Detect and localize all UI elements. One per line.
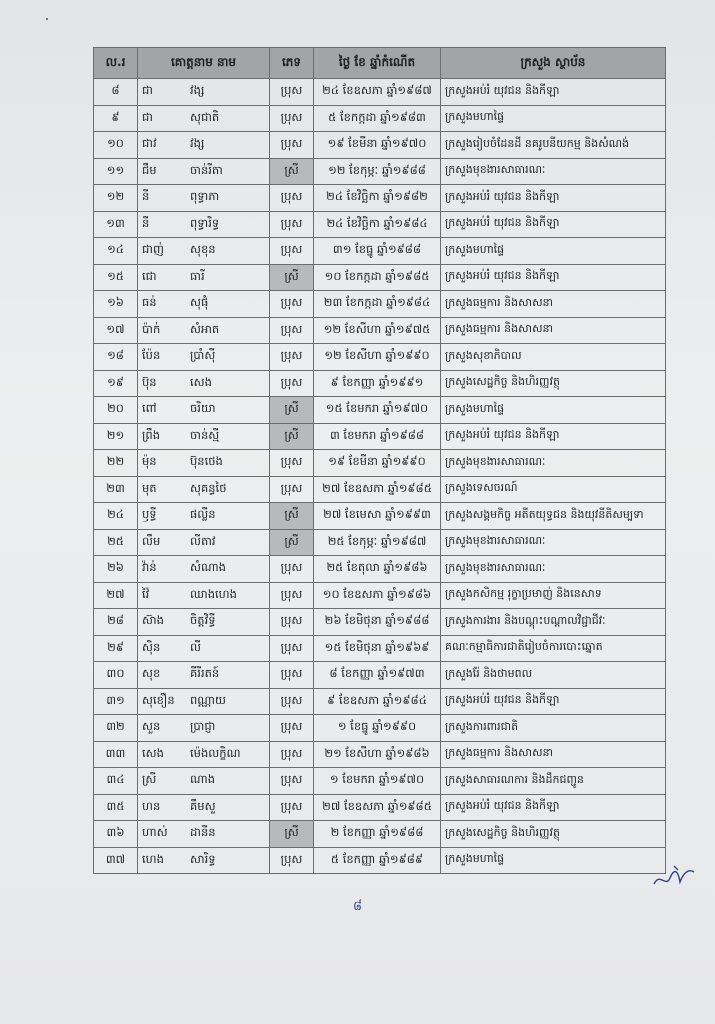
family-name: ប៊ុន <box>142 374 157 389</box>
row-ministry: ក្រសួងសេដ្ឋកិច្ច និងហិរញ្ញវត្ថុ <box>441 821 666 848</box>
row-ministry: គណៈកម្មាធិការជាតិរៀបចំការបោះឆ្នោត <box>441 635 666 662</box>
row-ministry: ក្រសួងសេដ្ឋកិច្ច និងហិរញ្ញវត្ថុ <box>441 370 666 397</box>
row-dob: ១ ខែមករា ឆ្នាំ១៩៧០ <box>314 768 441 795</box>
family-name: សួន <box>142 719 161 734</box>
table-row <box>94 79 666 106</box>
row-dob: ២៤ ខែវិច្ឆិកា ឆ្នាំ១៩៨២ <box>314 185 441 212</box>
table-row <box>94 211 666 238</box>
family-name: នី <box>142 215 150 230</box>
row-sex: ប្រុស <box>270 635 314 662</box>
row-ministry: ក្រសួងអប់រំ យុវជន និងកីឡា <box>441 79 666 106</box>
row-dob: ៣ ខែមករា ឆ្នាំ១៩៨៨ <box>314 423 441 450</box>
family-name: វ៉ាន់ <box>142 560 157 575</box>
row-dob: ២៣ ខែកក្កដា ឆ្នាំ១៩៨៤ <box>314 291 441 318</box>
given-name: ពុទ្ធារិទ្ធ <box>190 215 220 230</box>
row-ministry: ក្រសួងសង្គមកិច្ច អតីតយុទ្ធជន និងយុវនីតិសម្បទា <box>441 503 666 530</box>
row-number: ១០ <box>94 132 138 159</box>
row-sex: ប្រុស <box>270 238 314 265</box>
row-sex: ប្រុស <box>270 105 314 132</box>
table-row <box>94 264 666 291</box>
table-row <box>94 821 666 848</box>
row-name <box>138 344 270 371</box>
row-number: ៣៦ <box>94 821 138 848</box>
row-name <box>138 688 270 715</box>
table-row <box>94 503 666 530</box>
family-name: ជាញ់ <box>142 242 164 257</box>
table-row <box>94 688 666 715</box>
given-name: លីតាវ <box>190 533 216 548</box>
row-dob: ១៩ ខែមីនា ឆ្នាំ១៩៧០ <box>314 132 441 159</box>
row-name <box>138 397 270 424</box>
row-dob: ១២ ខែសីហា ឆ្នាំ១៩៧៥ <box>314 317 441 344</box>
row-ministry: ក្រសួងមហាផ្ទៃ <box>441 847 666 874</box>
row-ministry: ក្រសួងមហាផ្ទៃ <box>441 105 666 132</box>
row-dob: ២៤ ខែឧសភា ឆ្នាំ១៩៨៧ <box>314 79 441 106</box>
table-header-row <box>94 48 666 79</box>
row-name <box>138 370 270 397</box>
table-row <box>94 476 666 503</box>
row-name <box>138 582 270 609</box>
family-name: ឫទ្ធី <box>142 507 157 522</box>
given-name: គីរីរតន៍ <box>190 666 220 681</box>
row-dob: ២៧ ខែមេសា ឆ្នាំ១៩៩៣ <box>314 503 441 530</box>
row-ministry: ក្រសួងអប់រំ យុវជន និងកីឡា <box>441 211 666 238</box>
table-row <box>94 635 666 662</box>
row-ministry: ក្រសួងអប់រំ យុវជន និងកីឡា <box>441 688 666 715</box>
row-dob: ២៤ ខែវិច្ឆិកា ឆ្នាំ១៩៨៤ <box>314 211 441 238</box>
given-name: ចិត្តវិទ្ធី <box>190 613 216 628</box>
row-ministry: ក្រសួងមុខងារសាធារណៈ <box>441 556 666 583</box>
row-ministry: ក្រសួងអប់រំ យុវជន និងកីឡា <box>441 794 666 821</box>
row-name <box>138 185 270 212</box>
row-number: ២៨ <box>94 609 138 636</box>
family-name: ជា <box>142 83 153 98</box>
table-row <box>94 370 666 397</box>
family-name: ជឹម <box>142 162 157 177</box>
table-row <box>94 105 666 132</box>
row-number: ៣៧ <box>94 847 138 874</box>
family-name: ប៉ាក់ <box>142 321 161 336</box>
given-name: ធារី <box>190 268 205 283</box>
row-sex: ស្រី <box>270 503 314 530</box>
row-name <box>138 529 270 556</box>
row-dob: ២៧ ខែឧសភា ឆ្នាំ១៩៨៥ <box>314 476 441 503</box>
row-number: ៣៣ <box>94 741 138 768</box>
table-row <box>94 291 666 318</box>
table-row <box>94 344 666 371</box>
row-ministry: ក្រសួងមុខងារសាធារណៈ <box>441 158 666 185</box>
signature-mark <box>650 862 700 892</box>
given-name: វង្ស <box>190 136 205 151</box>
header-sex: ភេទ <box>270 48 314 79</box>
row-number: ២៩ <box>94 635 138 662</box>
table-row <box>94 450 666 477</box>
row-number: ៣៥ <box>94 794 138 821</box>
row-dob: ២៧ ខែឧសភា ឆ្នាំ១៩៨៥ <box>314 794 441 821</box>
row-name <box>138 768 270 795</box>
given-name: សុផុំ <box>190 295 209 310</box>
given-name: សារិទ្ធ <box>190 851 216 866</box>
row-sex: ប្រុស <box>270 688 314 715</box>
row-ministry: ក្រសួងសុខាភិបាល <box>441 344 666 371</box>
row-ministry: ក្រសួងធម្មការ និងសាសនា <box>441 741 666 768</box>
header-ministry: ក្រសួង ស្ថាប័ន <box>441 48 666 79</box>
family-name: វ៉ៃ <box>142 586 150 601</box>
row-number: ១៨ <box>94 344 138 371</box>
row-sex: ប្រុស <box>270 344 314 371</box>
row-name <box>138 423 270 450</box>
row-number: ២៧ <box>94 582 138 609</box>
row-dob: ១២ ខែសីហា ឆ្នាំ១៩៩០ <box>314 344 441 371</box>
table-row <box>94 132 666 159</box>
family-name: មុត <box>142 480 157 495</box>
family-name: ហន <box>142 798 161 813</box>
row-number: ២០ <box>94 397 138 424</box>
row-sex: ប្រុស <box>270 132 314 159</box>
given-name: សេង <box>190 374 212 389</box>
row-sex: ប្រុស <box>270 847 314 874</box>
row-dob: ២៥ ខែតុលា ឆ្នាំ១៩៨៦ <box>314 556 441 583</box>
row-sex: ប្រុស <box>270 211 314 238</box>
given-name: សំអាត <box>190 321 220 336</box>
row-sex: ប្រុស <box>270 185 314 212</box>
given-name: សុខុន <box>190 242 216 257</box>
table-row <box>94 397 666 424</box>
row-name <box>138 556 270 583</box>
row-ministry: ក្រសួងការពារជាតិ <box>441 715 666 742</box>
header-dob: ថ្ងៃ ខែ ឆ្នាំកំណើត <box>314 48 441 79</box>
given-name: ពណ្ណាយ <box>190 692 226 707</box>
given-name: ប្រាជ្ញា <box>190 719 216 734</box>
table-row <box>94 768 666 795</box>
row-name <box>138 450 270 477</box>
given-name: សំណាង <box>190 560 226 575</box>
row-number: ១៣ <box>94 211 138 238</box>
given-name: ណាង <box>190 772 215 787</box>
row-number: ១៥ <box>94 264 138 291</box>
table-row <box>94 238 666 265</box>
row-ministry: ក្រសួងមុខងារសាធារណៈ <box>441 450 666 477</box>
row-number: ២៣ <box>94 476 138 503</box>
row-dob: ៥ ខែកញ្ញា ឆ្នាំ១៩៨៩ <box>314 847 441 874</box>
row-name <box>138 847 270 874</box>
row-number: ១២ <box>94 185 138 212</box>
row-name <box>138 662 270 689</box>
row-sex: ប្រុស <box>270 741 314 768</box>
row-dob: ១ ខែធ្នូ ឆ្នាំ១៩៩០ <box>314 715 441 742</box>
row-sex: ស្រី <box>270 821 314 848</box>
row-sex: ប្រុស <box>270 370 314 397</box>
row-ministry: ក្រសួងទេសចរណ៍ <box>441 476 666 503</box>
table-row <box>94 317 666 344</box>
table-row <box>94 609 666 636</box>
family-name: សុខ <box>142 666 161 681</box>
family-name: ស៊ាង <box>142 613 164 628</box>
row-number: ៣៤ <box>94 768 138 795</box>
given-name: គឹមសួ <box>190 798 216 813</box>
row-name <box>138 132 270 159</box>
row-dob: ៨ ខែកញ្ញា ឆ្នាំ១៩៧៣ <box>314 662 441 689</box>
row-sex: ស្រី <box>270 529 314 556</box>
row-sex: ប្រុស <box>270 291 314 318</box>
row-number: ២៤ <box>94 503 138 530</box>
table-row <box>94 185 666 212</box>
row-number: ៣០ <box>94 662 138 689</box>
row-ministry: ក្រសួងសាធារណការ និងដឹកជញ្ជូន <box>441 768 666 795</box>
row-name <box>138 158 270 185</box>
family-name: សេង <box>142 745 164 760</box>
row-ministry: ក្រសួងអប់រំ យុវជន និងកីឡា <box>441 185 666 212</box>
row-number: ៩ <box>94 105 138 132</box>
given-name: សុគន្ធថៃ <box>190 480 227 495</box>
row-dob: ១០ ខែឧសភា ឆ្នាំ១៩៨៦ <box>314 582 441 609</box>
row-number: ១១ <box>94 158 138 185</box>
row-name <box>138 317 270 344</box>
row-sex: ប្រុស <box>270 609 314 636</box>
row-ministry: ក្រសួងកសិកម្ម រុក្ខាប្រមាញ់ និងនេសាទ <box>441 582 666 609</box>
family-name: នី <box>142 189 150 204</box>
row-dob: ៣១ ខែធ្នូ ឆ្នាំ១៩៨៨ <box>314 238 441 265</box>
table-row <box>94 662 666 689</box>
row-sex: ប្រុស <box>270 768 314 795</box>
row-sex: ប្រុស <box>270 450 314 477</box>
row-dob: ២៥ ខែកុម្ភៈ ឆ្នាំ១៩៨៧ <box>314 529 441 556</box>
family-name: ស្រី <box>142 772 157 787</box>
table-row <box>94 715 666 742</box>
given-name: ពុទ្ធាភា <box>190 189 220 204</box>
family-name: ជោ <box>142 268 157 283</box>
row-dob: ១២ ខែកុម្ភៈ ឆ្នាំ១៩៨៨ <box>314 158 441 185</box>
table-row <box>94 529 666 556</box>
given-name: សុជាតិ <box>190 109 220 124</box>
row-number: ២៥ <box>94 529 138 556</box>
table-row <box>94 582 666 609</box>
row-name <box>138 503 270 530</box>
row-sex: ប្រុស <box>270 715 314 742</box>
table-row <box>94 556 666 583</box>
family-name: ជាវ <box>142 136 157 151</box>
row-sex: ស្រី <box>270 397 314 424</box>
family-name: ប៉ែន <box>142 348 161 363</box>
row-number: ២១ <box>94 423 138 450</box>
given-name: ចាន់រីតា <box>190 162 223 177</box>
row-dob: ៩ ខែកញ្ញា ឆ្នាំ១៩៩១ <box>314 370 441 397</box>
row-name <box>138 264 270 291</box>
row-number: ១៩ <box>94 370 138 397</box>
row-ministry: ក្រសួងមហាផ្ទៃ <box>441 238 666 265</box>
row-sex: ស្រី <box>270 423 314 450</box>
row-number: ២៦ <box>94 556 138 583</box>
row-number: ២២ <box>94 450 138 477</box>
row-dob: ២១ ខែសីហា ឆ្នាំ១៩៨៦ <box>314 741 441 768</box>
row-ministry: ក្រសួងការងារ និងបណ្តុះបណ្តាលវិជ្ជាជីវៈ <box>441 609 666 636</box>
row-sex: ប្រុស <box>270 556 314 583</box>
table-row <box>94 847 666 874</box>
family-name: ម៉ុន <box>142 454 157 469</box>
given-name: ឈាងហេង <box>190 586 237 601</box>
row-number: ១៤ <box>94 238 138 265</box>
row-sex: ប្រុស <box>270 582 314 609</box>
row-dob: ២៦ ខែមិថុនា ឆ្នាំ១៩៨៨ <box>314 609 441 636</box>
row-ministry: ក្រសួងអប់រំ យុវជន និងកីឡា <box>441 264 666 291</box>
row-sex: ប្រុស <box>270 476 314 503</box>
row-sex: ស្រី <box>270 158 314 185</box>
row-dob: ១៥ ខែមិថុនា ឆ្នាំ១៩៦៩ <box>314 635 441 662</box>
row-name <box>138 635 270 662</box>
row-ministry: ក្រសួងមហាផ្ទៃ <box>441 397 666 424</box>
table-row <box>94 158 666 185</box>
row-ministry: ក្រសួងមុខងារសាធារណៈ <box>441 529 666 556</box>
row-name <box>138 609 270 636</box>
table-row <box>94 423 666 450</box>
family-name: ជា <box>142 109 153 124</box>
row-ministry: ក្រសួងរៀបចំដែនដី នគរូបនីយកម្ម និងសំណង់ <box>441 132 666 159</box>
family-name: លឹម <box>142 533 161 548</box>
row-dob: ៥ ខែកក្កដា ឆ្នាំ១៩៨៣ <box>314 105 441 132</box>
row-name <box>138 476 270 503</box>
family-name: ធន់ <box>142 295 157 310</box>
row-name <box>138 238 270 265</box>
given-name: ចាន់ស្មី <box>190 427 220 442</box>
row-name <box>138 715 270 742</box>
row-name <box>138 821 270 848</box>
row-dob: ៩ ខែឧសភា ឆ្នាំ១៩៨៤ <box>314 688 441 715</box>
row-sex: ប្រុស <box>270 79 314 106</box>
row-name <box>138 211 270 238</box>
family-name: ហេង <box>142 851 164 866</box>
row-ministry: ក្រសួងអប់រំ យុវជន និងកីឡា <box>441 423 666 450</box>
row-ministry: ក្រសួងរ៉ែ និងថាមពល <box>441 662 666 689</box>
row-number: ១៦ <box>94 291 138 318</box>
given-name: វង្ស <box>190 83 205 98</box>
row-ministry: ក្រសួងធម្មការ និងសាសនា <box>441 317 666 344</box>
given-name: លី <box>190 639 201 654</box>
row-number: ៣២ <box>94 715 138 742</box>
header-name: គោត្តនាម នាម <box>138 48 270 79</box>
row-sex: ស្រី <box>270 264 314 291</box>
row-name <box>138 79 270 106</box>
row-ministry: ក្រសួងធម្មការ និងសាសនា <box>441 291 666 318</box>
row-name <box>138 105 270 132</box>
row-dob: ១០ ខែកក្កដា ឆ្នាំ១៩៨៥ <box>314 264 441 291</box>
given-name: ដានីន <box>190 825 216 840</box>
row-dob: ១៥ ខែមករា ឆ្នាំ១៩៧០ <box>314 397 441 424</box>
row-dob: ១៩ ខែមីនា ឆ្នាំ១៩៩០ <box>314 450 441 477</box>
row-sex: ប្រុស <box>270 662 314 689</box>
personnel-table <box>93 47 666 874</box>
family-name: ស៊ិន <box>142 639 161 654</box>
family-name: ហាស់ <box>142 825 168 840</box>
row-number: ៣១ <box>94 688 138 715</box>
table-row <box>94 741 666 768</box>
row-sex: ប្រុស <box>270 317 314 344</box>
row-name <box>138 741 270 768</box>
given-name: ផល្លីន <box>190 507 216 522</box>
row-dob: ២ ខែកញ្ញា ឆ្នាំ១៩៨៨ <box>314 821 441 848</box>
family-name: ពៅ <box>142 401 157 416</box>
speck <box>46 18 48 20</box>
row-name <box>138 291 270 318</box>
row-sex: ប្រុស <box>270 794 314 821</box>
family-name: សុខឿន <box>142 692 175 707</box>
given-name: ម៉េងលក្ខិណ <box>190 745 241 760</box>
row-number: ១៧ <box>94 317 138 344</box>
page-number: ៨ <box>352 899 363 914</box>
family-name: ព្រឹង <box>142 427 161 442</box>
header-number: ល.រ <box>94 48 138 79</box>
row-name <box>138 794 270 821</box>
given-name: ប៊ុនថេង <box>190 454 223 469</box>
given-name: ចរិយា <box>190 401 216 416</box>
given-name: ប្រាំស៊ី <box>190 348 216 363</box>
row-number: ៨ <box>94 79 138 106</box>
table-row <box>94 794 666 821</box>
